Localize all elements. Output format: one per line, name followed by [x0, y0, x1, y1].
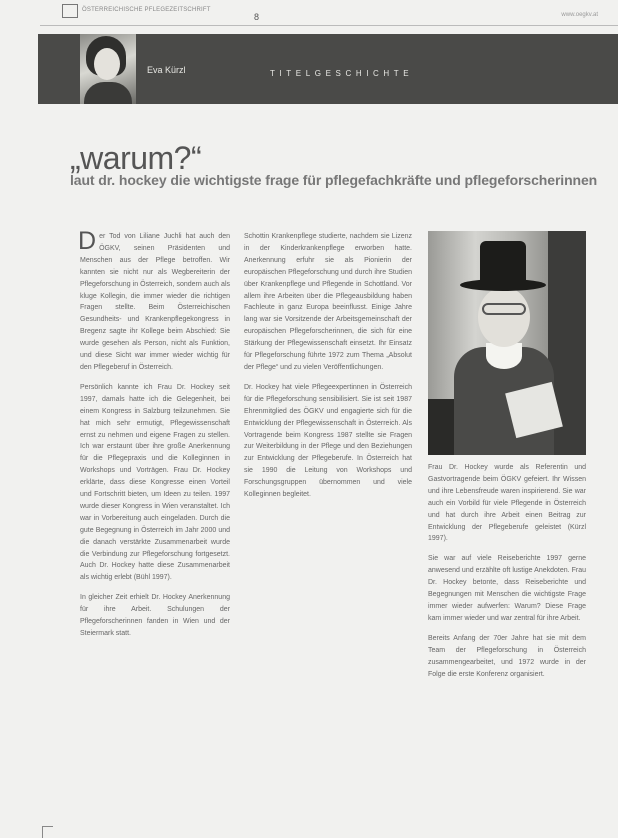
header-divider [40, 25, 618, 26]
article-subtitle: laut dr. hockey die wichtigste frage für pflegefachkräfte und pflegeforscherinnen [70, 172, 598, 188]
paragraph: In gleicher Zeit erhielt Dr. Hockey Anerkennung für ihre Arbeit. Schulungen der Pflegeforscherinnen fanden in Wien und der Steiermark statt. [80, 594, 230, 637]
author-name: Eva Kürzl [147, 65, 186, 75]
publication-name: ÖSTERREICHISCHE PFLEGEZEITSCHRIFT [82, 7, 211, 13]
page-header [0, 0, 618, 24]
paragraph: Dr. Hockey hat viele Pflegeexpertinnen in Österreich für die Pflegeforschung sensibilisiert. Sie ist seit 1987 Ehrenmitglied des ÖGKV und engagierte sich für die Entwicklung der Pflegewissenschaft in Österreich. Als Vortragende beim Kongress 1987 stellte sie Fragen zur Weiterbildung in der Pflege und den Beziehungen zur Entwicklung der Pflegeberufe. In Österreich hat sie 1990 die Leitung von Workshops und Forschungsgruppen übernommen und viele Kolleginnen begleitet. [244, 383, 412, 499]
paragraph: Bereits Anfang der 70er Jahre hat sie mit dem Team der Pflegeforschung in Österreich zusammengearbeitet, und 1972 wurde in der Folge die erste Konferenz organisiert. [428, 634, 586, 678]
paragraph: Der Tod von Liliane Juchli hat auch den ÖGKV, seinen Präsidenten und Menschen aus der Pflege betroffen. Wir kannten sie nicht nur als Wegbereiterin der Pflegeforschung in Österreich, sondern auch als kluge Kollegin, die immer wieder die richtigen Fragen stellte. Beim Österreichischen Gesundheits- und Krankenpflegekongress in Bregenz sagte ihr Kollege beim Abschied: Sie wurde gesehen als Person, nicht als Funktion, und diese Sicht war immer wieder wichtig für den Pflegeberuf in Österreich. [78, 227, 230, 371]
article-column-3 [428, 462, 586, 837]
paragraph: Schottin Krankenpflege studierte, nachdem sie Lizenz in der Kinderkrankenpflege erworben hatte. Anerkennung erfuhr sie als Pionierin der europäischen Pflegeforschung und durch ihre Studien über Krankenpflege und Pflegende in Schottland. Vor allem ihre Arbeiten über die Pflegeausbildung haben Fachleute in ganz Europa beeinflusst. Einige Jahre lang war sie Vorsitzende der Arbeitsgemeinschaft der europäischen Pflegeforscherinnen, die sich für eine Stärkung der Pflegewissenschaft einsetzt. Ihr Einsatz für Pflegeforschung führte 1972 zum Thema „Absolut der Pflege“ und zu vielen Veröffentlichungen. [244, 233, 412, 371]
author-portrait [80, 34, 136, 104]
drop-cap: D [78, 227, 97, 255]
paragraph: Sie war auf viele Reiseberichte 1997 gerne anwesend und erzählte oft lustige Anekdoten. Frau Dr. Hockey betonte, dass Reiseberichte und Begegnungen mit Menschen die wichtigste Frage immer wieder aufwerfen: Warum? Diese Frage kam immer wieder und war zentral für ihre Arbeit. [428, 555, 586, 622]
crop-mark [42, 826, 53, 838]
section-title: TITELGESCHICHTE [270, 69, 414, 78]
paragraph: Frau Dr. Hockey wurde als Referentin und Gastvortragende beim ÖGKV gefeiert. Ihr Wissen und ihre Lebensfreude waren inspirierend. Sie war auch ein Vorbild für viele Pflegende in Österreich und hat durch ihre Arbeit einen Beitrag zur Entwicklung der Pflegeberufe geleistet (Kürzl 1997). [428, 464, 586, 543]
article-photo [428, 231, 586, 455]
paragraph: Persönlich kannte ich Frau Dr. Hockey seit 1997, damals hatte ich die Gelegenheit, bei einem Kongress in Salzburg teilzunehmen. Sie hat mich sehr ermutigt, Pflegewissenschaft ernst zu nehmen und eigene Fragen zu stellen. Ich war erstaunt über ihre große Anerkennung für die Pflegepraxis und die Kolleginnen in Workshops und Vorträgen. Frau Dr. Hockey erklärte, dass diese Kongresse einen Vorteil und Fortschritt bieten, um Ideen zu teilen. 1997 wurde dieser Kongress in Wien veranstaltet. Ich war in Vorbereitung auch eingeladen. Durch die gute Begegnung in Österreich im Jahr 2000 und die danach verstärkte Zusammenarbeit wurde die Verbindung zur Pflegeforschung fortgesetzt. Auch Dr. Hockey hatte diese Zusammenarbeit als wichtig erlebt (Bühl 1997). [80, 383, 230, 582]
page-number: 8 [254, 12, 260, 22]
website-url: www.oegkv.at [561, 12, 598, 18]
article-column-2 [244, 231, 412, 837]
article-column-1 [78, 227, 230, 831]
article-title: „warum?“ [70, 140, 202, 176]
